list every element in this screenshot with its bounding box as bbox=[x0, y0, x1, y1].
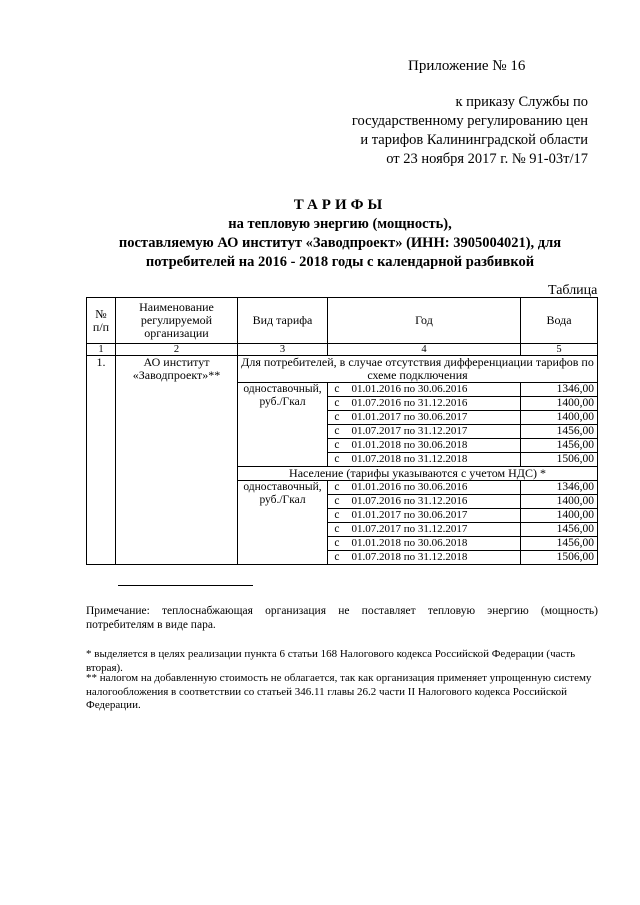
period-prefix: с bbox=[328, 551, 342, 565]
column-number: 2 bbox=[116, 344, 238, 356]
period-prefix: с bbox=[328, 495, 342, 509]
tariff-value: 1456,00 bbox=[521, 425, 598, 439]
column-number: 1 bbox=[87, 344, 116, 356]
tariff-value: 1506,00 bbox=[521, 453, 598, 467]
order-line: от 23 ноября 2017 г. № 91-03т/17 bbox=[386, 151, 588, 167]
tariff-value: 1456,00 bbox=[521, 439, 598, 453]
tariff-value: 1456,00 bbox=[521, 523, 598, 537]
footnote-separator bbox=[118, 585, 253, 586]
order-line: и тарифов Калининградской области bbox=[360, 132, 588, 148]
period: 01.01.2017 по 30.06.2017 bbox=[342, 411, 521, 425]
period: 01.01.2018 по 30.06.2018 bbox=[342, 537, 521, 551]
tariff-value: 1400,00 bbox=[521, 397, 598, 411]
period: 01.07.2016 по 31.12.2016 bbox=[342, 495, 521, 509]
period-prefix: с bbox=[328, 439, 342, 453]
tariff-value: 1400,00 bbox=[521, 411, 598, 425]
order-line: государственному регулированию цен bbox=[351, 113, 588, 129]
period-prefix: с bbox=[328, 453, 342, 467]
period: 01.01.2016 по 30.06.2016 bbox=[342, 383, 521, 397]
period-prefix: с bbox=[328, 523, 342, 537]
section-title: Население (тарифы указываются с учетом НДС) * bbox=[238, 467, 598, 481]
footnote-vat: * выделяется в целях реализации пункта 6 статьи 168 Налогового кодекса Российской Федерации (часть вторая). bbox=[86, 648, 576, 674]
period: 01.01.2017 по 30.06.2017 bbox=[342, 509, 521, 523]
period-prefix: с bbox=[328, 509, 342, 523]
footnote-tax-exempt: ** налогом на добавленную стоимость не облагается, так как организация применяет упрощенную систему налогообложения в соответствии со статьей 346.11 главы 26.2 части II Налогового кодекса Российской Федерации. bbox=[86, 672, 592, 711]
period-prefix: с bbox=[328, 397, 342, 411]
tariff-type: одноставочный, руб./Гкал bbox=[238, 481, 328, 565]
period: 01.07.2017 по 31.12.2017 bbox=[342, 425, 521, 439]
order-reference bbox=[352, 93, 588, 169]
period-prefix: с bbox=[328, 425, 342, 439]
period: 01.07.2018 по 31.12.2018 bbox=[342, 453, 521, 467]
header-tariff-type: Вид тарифа bbox=[238, 298, 328, 344]
tariff-value: 1346,00 bbox=[521, 383, 598, 397]
tariff-value: 1456,00 bbox=[521, 537, 598, 551]
row-number: 1. bbox=[87, 356, 116, 565]
section-title-row bbox=[87, 356, 598, 383]
period-prefix: с bbox=[328, 537, 342, 551]
tariff-type: одноставочный, руб./Гкал bbox=[238, 383, 328, 467]
period-prefix: с bbox=[328, 411, 342, 425]
tariff-value: 1506,00 bbox=[521, 551, 598, 565]
tariff-value: 1346,00 bbox=[521, 481, 598, 495]
header-year: Год bbox=[328, 298, 521, 344]
period-prefix: с bbox=[328, 383, 342, 397]
title-line: поставляемую АО институт «Заводпроект» (ИНН: 3905004021), для bbox=[118, 235, 562, 251]
tariff-value: 1400,00 bbox=[521, 509, 598, 523]
tariff-table bbox=[86, 297, 598, 565]
section-title: Для потребителей, в случае отсутствия дифференциации тарифов по схеме подключения bbox=[238, 356, 598, 383]
organization-name: АО институт «Заводпроект»** bbox=[116, 356, 238, 565]
tariff-value: 1400,00 bbox=[521, 495, 598, 509]
period: 01.07.2017 по 31.12.2017 bbox=[342, 523, 521, 537]
title-main: ТАРИФЫ bbox=[293, 197, 387, 213]
column-number: 3 bbox=[238, 344, 328, 356]
header-water: Вода bbox=[521, 298, 598, 344]
document-title bbox=[0, 196, 640, 272]
remark: Примечание: теплоснабжающая организация не поставляет тепловую энергию (мощность) потребителям в виде пара. bbox=[86, 605, 598, 631]
title-line: на тепловую энергию (мощность), bbox=[228, 216, 452, 232]
header-number: № п/п bbox=[87, 298, 116, 344]
order-line: к приказу Службы по bbox=[455, 94, 588, 110]
period: 01.01.2018 по 30.06.2018 bbox=[342, 439, 521, 453]
title-line: потребителей на 2016 - 2018 годы с календарной разбивкой bbox=[145, 254, 535, 270]
header-organization: Наименование регулируемой организации bbox=[116, 298, 238, 344]
table-label: Таблица bbox=[548, 283, 598, 298]
period: 01.07.2018 по 31.12.2018 bbox=[342, 551, 521, 565]
appendix-number: Приложение № 16 bbox=[408, 58, 526, 74]
table-header-row bbox=[87, 298, 598, 344]
period: 01.07.2016 по 31.12.2016 bbox=[342, 397, 521, 411]
column-number: 4 bbox=[328, 344, 521, 356]
period-prefix: с bbox=[328, 481, 342, 495]
period: 01.01.2016 по 30.06.2016 bbox=[342, 481, 521, 495]
column-numbers-row bbox=[87, 344, 598, 356]
column-number: 5 bbox=[521, 344, 598, 356]
